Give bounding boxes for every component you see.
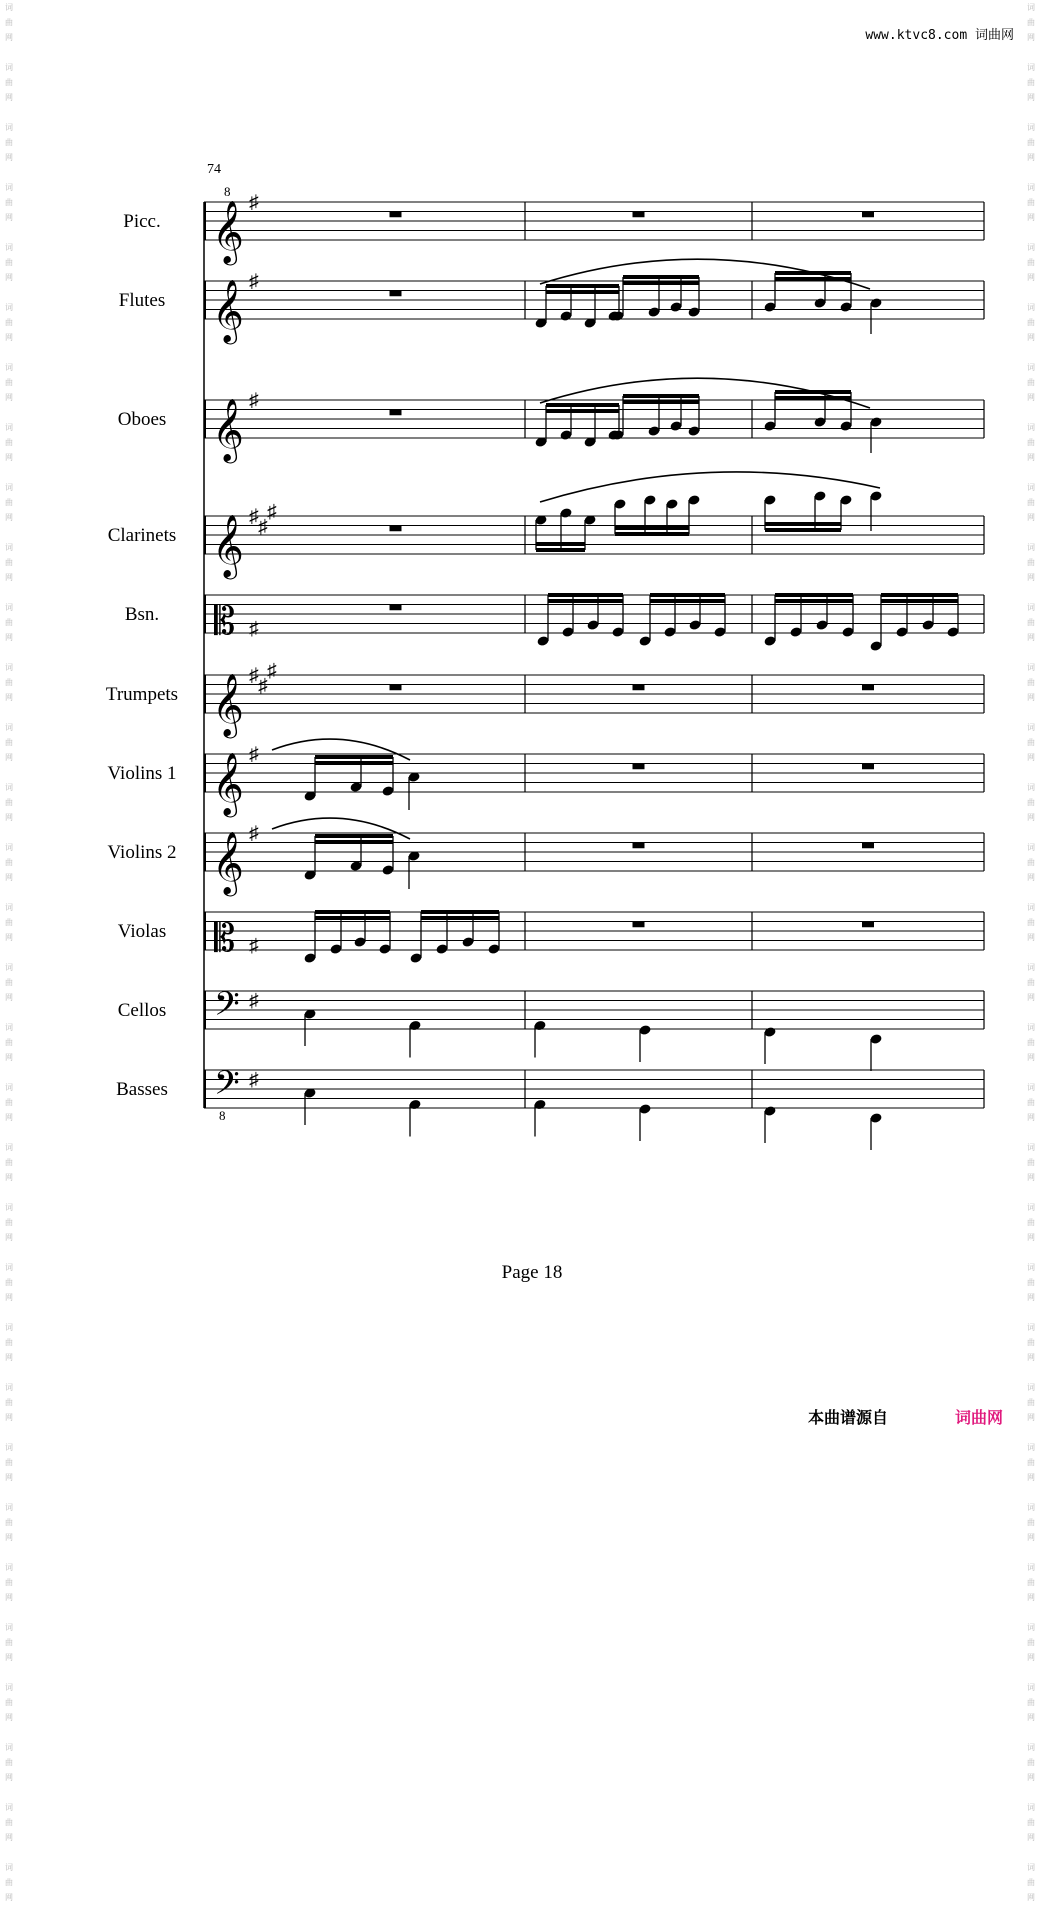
staves	[106, 184, 984, 1150]
whole-rest	[633, 685, 645, 691]
key-sharp: ♯	[258, 675, 268, 697]
staff-clarinets	[108, 472, 984, 580]
measure-number: 74	[207, 162, 221, 177]
treble-clef-icon: 𝄞	[212, 281, 244, 341]
whole-rest	[862, 212, 874, 218]
slur	[540, 472, 880, 502]
treble-clef-icon: 𝄞	[212, 400, 244, 460]
instrument-name: Violins 1	[107, 763, 177, 784]
staff-oboes	[118, 378, 984, 464]
treble-clef-icon: 𝄞	[212, 516, 244, 576]
key-sharp: ♯	[249, 990, 259, 1012]
key-sharp: ♯	[249, 935, 259, 957]
staff-violins-2	[107, 818, 984, 897]
instrument-name: Violas	[117, 921, 167, 942]
whole-rest	[390, 291, 402, 297]
staff-bsn	[125, 595, 984, 652]
instrument-name: Bsn.	[124, 604, 160, 625]
whole-rest	[862, 685, 874, 691]
staff-basses	[116, 1065, 984, 1151]
whole-rest	[862, 764, 874, 770]
whole-rest	[862, 843, 874, 849]
footer-source-text: 本曲谱源自	[808, 1408, 889, 1427]
treble-clef-icon: 𝄞	[212, 675, 244, 735]
whole-rest	[390, 410, 402, 416]
instrument-name: Clarinets	[107, 525, 177, 546]
whole-rest	[390, 526, 402, 532]
page-number: Page 18	[501, 1262, 563, 1283]
bass-clef-icon: 𝄢	[214, 985, 240, 1031]
octave-mark: 8	[224, 184, 231, 199]
instrument-name: Basses	[116, 1079, 168, 1100]
treble-clef-icon: 𝄞	[212, 202, 244, 262]
instrument-name: Trumpets	[105, 684, 179, 705]
key-sharp: ♯	[249, 665, 259, 686]
staff-trumpets	[106, 660, 984, 739]
key-sharp: ♯	[249, 823, 259, 844]
key-sharp: ♯	[249, 1069, 259, 1091]
staff-violins-1	[107, 739, 984, 818]
instrument-name: Oboes	[117, 409, 167, 430]
footer-brand-link[interactable]: 词曲网	[955, 1408, 1004, 1427]
staff-cellos	[118, 986, 984, 1072]
whole-rest	[862, 922, 874, 928]
whole-rest	[633, 764, 645, 770]
whole-rest	[390, 212, 402, 218]
watermark-right: 词 曲 网 词 曲 网 词 曲 网 词 曲 网 词 曲 网 词 曲 网 词 曲 网 词 曲 网 词 曲 网 词 曲 网 词 曲 网 词 曲 网 词 曲 网 词 曲 网 词 曲 网 词 曲 网 词 曲 网 词 曲 网 词 曲 网 词 曲 网 词 曲 网 词 曲 网 词 曲 网 词 曲 网 词 曲 网 词 曲 网 词 曲 网 词 曲 网 词 曲 网 词 曲 网 词 曲 网 词 曲 网	[1027, 3, 1035, 1902]
alto-clef-icon: 𝄡	[214, 601, 236, 643]
site-name: 词曲网	[974, 28, 1014, 43]
instrument-name: Violins 2	[107, 842, 177, 863]
alto-clef-icon: 𝄡	[214, 918, 236, 960]
key-sharp: ♯	[267, 660, 277, 682]
key-sharp: ♯	[249, 618, 259, 640]
key-sharp: ♯	[258, 516, 268, 538]
staff-flutes	[119, 259, 984, 345]
key-sharp: ♯	[249, 192, 259, 213]
whole-rest	[390, 685, 402, 691]
instrument-name: Flutes	[118, 290, 166, 311]
staff-violas	[118, 912, 984, 964]
whole-rest	[633, 843, 645, 849]
key-sharp: ♯	[249, 744, 259, 765]
key-sharp: ♯	[249, 390, 259, 411]
whole-rest	[633, 212, 645, 218]
key-sharp: ♯	[249, 271, 259, 292]
watermark-left: 词 曲 网 词 曲 网 词 曲 网 词 曲 网 词 曲 网 词 曲 网 词 曲 网 词 曲 网 词 曲 网 词 曲 网 词 曲 网 词 曲 网 词 曲 网 词 曲 网 词 曲 网 词 曲 网 词 曲 网 词 曲 网 词 曲 网 词 曲 网 词 曲 网 词 曲 网 词 曲 网 词 曲 网 词 曲 网 词 曲 网 词 曲 网 词 曲 网 词 曲 网 词 曲 网 词 曲 网 词 曲 网	[5, 3, 13, 1902]
whole-rest	[390, 605, 402, 611]
instrument-name: Picc.	[123, 211, 161, 232]
bass-clef-icon: 𝄢	[214, 1064, 240, 1110]
key-sharp: ♯	[267, 501, 277, 523]
octave-mark: 8	[219, 1108, 226, 1123]
staff-picc	[123, 184, 984, 266]
site-url[interactable]: www.ktvc8.com	[865, 28, 968, 43]
treble-clef-icon: 𝄞	[212, 754, 244, 814]
instrument-name: Cellos	[117, 1000, 167, 1021]
whole-rest	[633, 922, 645, 928]
treble-clef-icon: 𝄞	[212, 833, 244, 893]
key-sharp: ♯	[249, 506, 259, 527]
